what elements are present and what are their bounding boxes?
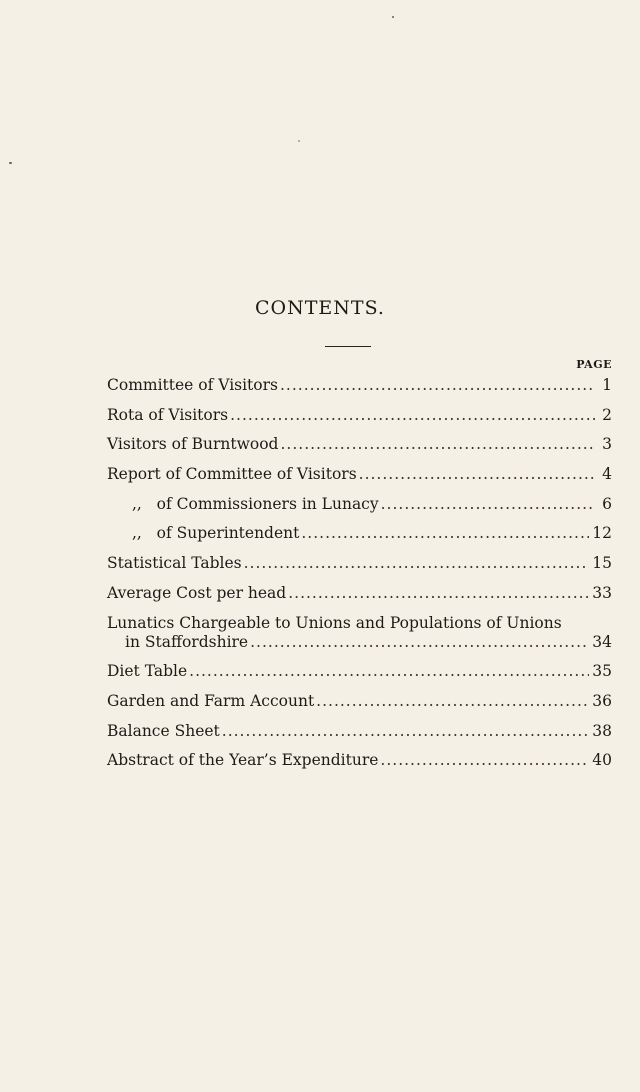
- dot-leader: [288, 584, 589, 602]
- dot-leader: [280, 435, 595, 453]
- dot-leader: [189, 662, 589, 680]
- toc-entry-label: Rota of Visitors: [107, 405, 229, 424]
- dot-leader: [244, 554, 590, 572]
- toc-entry: [107, 465, 612, 495]
- toc-entry-page: 6: [602, 494, 612, 513]
- dot-leader: [222, 722, 589, 740]
- toc-entry: [107, 751, 612, 781]
- toc-entry-label: Garden and Farm Account: [107, 691, 315, 710]
- toc-entry-label: Visitors of Burntwood: [107, 435, 279, 454]
- toc-entry: [107, 614, 612, 663]
- dot-leader: [381, 495, 595, 513]
- toc-entry-page: 40: [592, 751, 612, 770]
- toc-entry-label: ,, of Commissioners in Lunacy: [132, 494, 379, 513]
- toc-entry: [107, 722, 612, 752]
- toc-entry-label: Statistical Tables: [107, 554, 242, 573]
- toc-entry: [107, 584, 612, 614]
- toc-entry-label: Average Cost per head: [107, 583, 287, 602]
- toc-entry-page: 2: [602, 405, 612, 424]
- dot-leader: [280, 376, 595, 394]
- toc-entry-page: 4: [602, 465, 612, 484]
- toc-entry-label: Balance Sheet: [107, 721, 220, 740]
- toc-entry-page: 36: [592, 691, 612, 710]
- toc-entry-page: 34: [592, 632, 612, 651]
- dot-leader: [230, 406, 595, 424]
- toc-entry-page: 35: [592, 662, 612, 681]
- title-rule: [325, 346, 371, 347]
- toc-entry-page: 3: [602, 435, 612, 454]
- paper-speck: [392, 16, 394, 18]
- toc-entry: [107, 376, 612, 406]
- page-title: CONTENTS.: [255, 297, 385, 319]
- dot-leader: [301, 524, 589, 542]
- toc-entry-page: 38: [592, 721, 612, 740]
- table-of-contents: [107, 376, 612, 781]
- dot-leader: [250, 633, 589, 651]
- toc-entry: [107, 662, 612, 692]
- toc-entry-page: 33: [592, 583, 612, 602]
- toc-entry-label: Report of Committee of Visitors: [107, 465, 357, 484]
- paper-speck: [9, 162, 12, 164]
- toc-entry-label-continued: in Staffordshire: [125, 632, 249, 651]
- page-column-header: PAGE: [576, 358, 612, 371]
- toc-entry: [107, 524, 612, 554]
- toc-entry: [107, 406, 612, 436]
- toc-entry-label: ,, of Superintendent: [132, 524, 300, 543]
- toc-entry-page: 15: [592, 554, 612, 573]
- toc-entry-page: 1: [602, 376, 612, 394]
- toc-entry-continuation: [107, 633, 612, 663]
- dot-leader: [316, 692, 589, 710]
- dot-leader: [380, 751, 589, 769]
- toc-entry-label: Diet Table: [107, 662, 188, 681]
- paper-speck: [298, 140, 300, 142]
- toc-entry: [107, 495, 612, 525]
- toc-entry-label: Lunatics Chargeable to Unions and Populations of Unions: [107, 613, 562, 632]
- toc-entry: [107, 692, 612, 722]
- toc-entry-page: 12: [592, 524, 612, 543]
- toc-entry: [107, 554, 612, 584]
- toc-entry-label: Committee of Visitors: [107, 376, 278, 394]
- dot-leader: [359, 465, 595, 483]
- toc-entry-label: Abstract of the Year’s Expenditure: [107, 751, 379, 770]
- toc-entry: [107, 435, 612, 465]
